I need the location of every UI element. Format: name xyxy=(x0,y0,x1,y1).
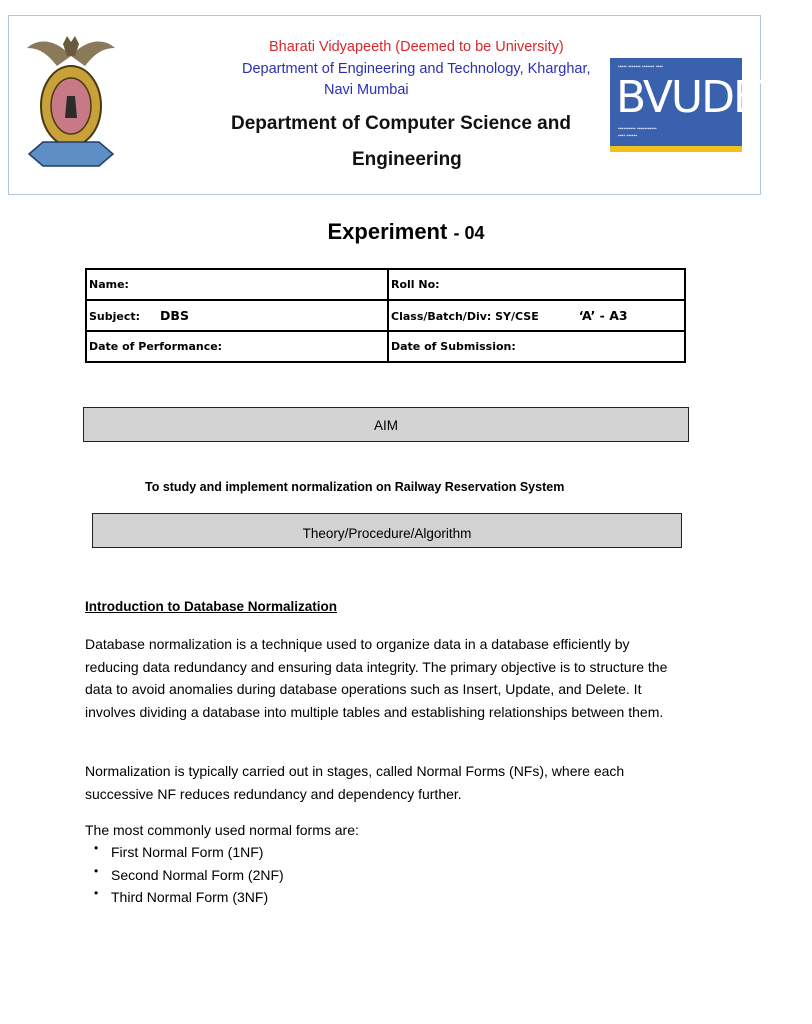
subject-label: Subject: xyxy=(89,310,141,323)
experiment-number: - 04 xyxy=(453,223,485,243)
bullet-icon: • xyxy=(94,863,99,878)
list-item: • Second Normal Form (2NF) xyxy=(85,864,284,887)
department-line-1: Department of Computer Science and xyxy=(231,113,571,134)
name-cell xyxy=(86,269,388,300)
list-intro: The most commonly used normal forms are: xyxy=(85,822,359,838)
class-value: ‘A’ - A3 xyxy=(578,308,628,323)
student-info-table xyxy=(85,268,686,363)
logo-text: BVUDET xyxy=(616,72,784,123)
intro-paragraph: Database normalization is a technique used to organize data in a database efficiently by reducing data redundancy and ensuring data integrity. The primary objective is to structure the data to avoid anomalies during database operations such as Insert, Update, and Delete. It involves dividing a database into multiple tables and establishing relationships between them. xyxy=(85,636,668,720)
normal-forms-paragraph: Normalization is typically carried out in stages, called Normal Forms (NFs), where each successive NF reduces redundancy and dependency further. xyxy=(85,763,625,802)
aim-heading: AIM xyxy=(83,407,689,442)
section-title: Introduction to Database Normalization xyxy=(85,599,338,614)
university-emblem xyxy=(23,26,119,178)
normal-forms-list xyxy=(85,841,284,909)
subject-cell xyxy=(86,300,388,331)
class-label: Class/Batch/Div: SY/CSE xyxy=(391,310,539,323)
name-label: Name: xyxy=(89,278,129,291)
list-item: • First Normal Form (1NF) xyxy=(85,841,284,864)
performance-cell xyxy=(86,331,388,362)
subject-value: DBS xyxy=(160,308,189,323)
letterhead xyxy=(8,15,784,195)
submission-cell xyxy=(388,331,685,362)
theory-heading: Theory/Procedure/Algorithm xyxy=(92,513,682,548)
roll-cell xyxy=(388,269,685,300)
experiment-label: Experiment xyxy=(327,219,448,244)
department-line-2: Engineering xyxy=(352,149,462,170)
roll-label: Roll No: xyxy=(391,278,440,291)
aim-text: To study and implement normalization on Railway Reservation System xyxy=(145,480,565,494)
list-item: • Third Normal Form (3NF) xyxy=(85,886,284,909)
table-row xyxy=(86,300,685,331)
performance-label: Date of Performance: xyxy=(89,340,223,353)
table-row xyxy=(86,331,685,362)
bullet-icon: • xyxy=(94,841,99,855)
university-name: Bharati Vidyapeeth (Deemed to be University) xyxy=(269,39,564,55)
submission-label: Date of Submission: xyxy=(391,340,516,353)
institute-line-2: Navi Mumbai xyxy=(324,82,409,98)
experiment-title xyxy=(0,219,812,245)
class-cell xyxy=(388,300,685,331)
bvudet-logo: ▪▪▪▪▪ ▪▪▪▪▪▪▪ ▪▪▪▪▪▪▪ ▪▪▪▪ BVUDET ▪▪▪▪▪▪▪▪▪▪ ▪▪▪▪▪▪▪▪▪▪▪ ▪▪▪▪ ▪▪▪▪▪▪ xyxy=(610,58,742,152)
institute-line-1: Department of Engineering and Technology, Kharghar, xyxy=(242,61,591,77)
table-row xyxy=(86,269,685,300)
bullet-icon: • xyxy=(94,886,99,900)
